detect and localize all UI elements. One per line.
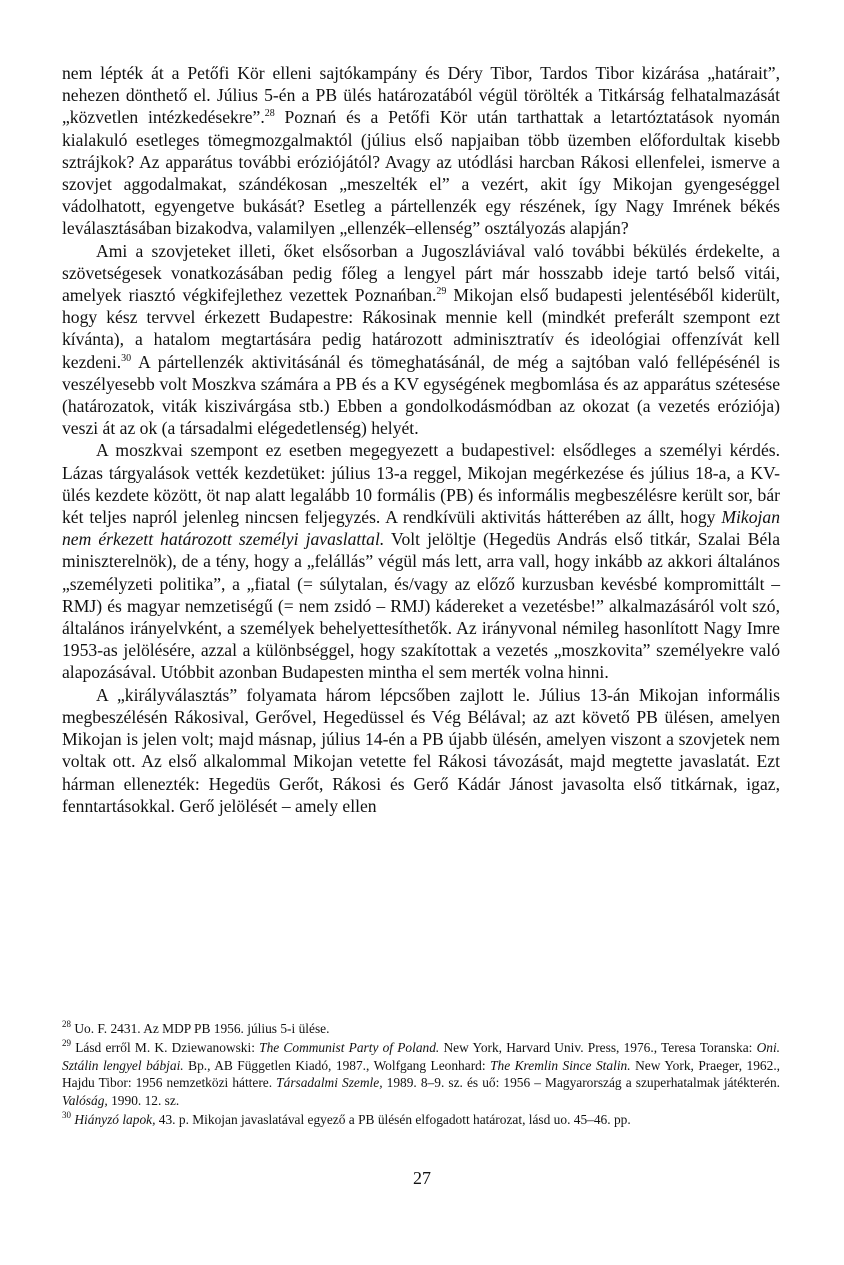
p3-text-2: Volt jelöltje (Hegedüs András első titkár, Szalai Béla miniszterelnök), de a tény, hogy a „felállás” végül más lett, arra vall, hogy inkább az akkori általános „személyzeti politika”, a „fiatal (= súlytalan, és/vagy az előző kurzusban kevésbé kompromittált – RMJ) és magyar nemzetiségű (= nem zsidó – RMJ) kádereket a vezetésbe!” alkalmazásáról volt szó, általános irányelvként, a személyek behelyettesíthetők. Az irányvonal némileg hasonlított Nagy Imre 1953-as jelölésére, azzal a különbséggel, hogy szakítottak a vezetés „moszkovita” személyekre való alapozásával. Utóbbit azonban Budapesten mintha el sem merték volna hinni. [62,529,780,683]
p2-text-2: Mikojan első budapesti jelentéséből kiderült, hogy kész tervvel érkezett Budapestre: Rákosinak mennie kell (mindkét preferált szempont ezt kívánta), a hatalom megtartására pedig határozott adminisztratív és ideológiai offenzívát kell kezdeni. [62,285,780,372]
footnote-text: New York, Harvard Univ. Press, 1976., Teresa Toranska: [439,1039,757,1055]
p1-text-1: nem lépték át a Petőfi Kör elleni sajtókampány és Déry Tibor, Tardos Tibor kizárása „határait”, nehezen dönthető el. Július 5-én a PB ülés határozatából végül törölték a Titkárság felhatalmazását „közvetlen intézkedésekre”. [62,63,780,128]
footnote-28 [62,1020,780,1038]
footnote-30 [62,1111,780,1129]
p2-text-1: Ami a szovjeteket illeti, őket elsősorban a Jugoszláviával való további békülés érdekelte, a szövetségesek vonatkozásában pedig főleg a lengyel párt már hosszabb ideje tartó belső vitái, amelyek riasztó végkifejlethez vezettek Poznańban. [62,240,780,306]
footnote-number: 28 [62,1019,71,1029]
footnote-number: 30 [62,1109,71,1120]
footnote-title: The Kremlin Since Stalin. [490,1057,631,1073]
paragraph-1 [62,62,780,240]
footnote-text: Lásd erről M. K. Dziewanowski: [71,1039,260,1055]
footnote-title: Oni. Sztálin lengyel bábjai. [62,1039,781,1073]
footnote-29 [62,1039,780,1110]
footnote-title: The Communist Party of Poland. [259,1039,440,1055]
footnote-title: Hiányzó lapok, [74,1111,156,1127]
paragraph-4 [62,684,780,817]
p4-text-1: A „királyválasztás” folyamata három lépcsőben zajlott le. Július 13-án Mikojan informális megbeszélésén Rákosival, Gerővel, Hegedüssel és Vég Bélával; az azt követő PB ülésen, amelyen Mikojan is jelen volt; majd másnap, július 14-én a PB újabb ülésén, amelyen viszont a szovjetek nem voltak ott. Az első alkalommal Mikojan vetette fel Rákosi távozását, majd megtette javaslatát. Ezt hárman ellenezték: Hegedüs Gerőt, Rákosi és Gerő Kádár Jánost javasolta első titkárnak, igaz, fenntartásokkal. Gerő jelölését – amely ellen [62,684,780,816]
footnote-text: 1990. 12. sz. [107,1093,180,1109]
footnotes [62,1020,780,1130]
p3-text-1: A moszkvai szempont ez esetben megegyezett a budapestivel: elsődleges a személyi kérdés. Lázas tárgyalások vették kezdetüket: július 13-a reggel, Mikojan megérkezése és július 18-a, a KV-ülés kezdete között, öt nap alatt legalább 10 formális (PB) és informális megbeszélésre került sor, bár két teljes napról jelenleg nincsen feljegyzés. A rendkívüli aktivitás hátterében az állt, hogy [62,440,780,528]
footnote-ref-30[interactable]: 30 [121,352,132,364]
footnote-title: Valóság, [62,1093,108,1109]
p3-emphasis: Mikojan nem érkezett határozott személyi javaslattal. [62,507,780,550]
footnote-ref-28[interactable]: 28 [264,108,275,120]
footnote-text: Uo. F. 2431. Az MDP PB 1956. július 5-i ülése. [71,1021,330,1036]
footnote-text: 1989. 8–9. sz. és uő: 1956 – Magyarország a szuperhatalmak játékterén. [382,1075,780,1091]
footnote-number: 29 [62,1037,71,1048]
footnote-text: New York, Praeger, 1962., Hajdu Tibor: 1956 nemzetközi háttere. [62,1057,781,1091]
footnote-ref-29[interactable]: 29 [436,286,447,298]
p2-text-3: A pártellenzék aktivitásánál és tömeghatásánál, de még a sajtóban való fellépésénél is veszélyesebb volt Moszkva számára a PB és a KV egységének megbomlása és az apparátus szétesése (határozatok, viták kiszivárgása stb.) Ebben a gondolkodásmódban az okozat (a vezetés eróziója) veszi át az ok (a társadalmi elégedetlenség) helyét. [62,351,780,439]
main-text [62,62,780,817]
footnote-text: Bp., AB Független Kiadó, 1987., Wolfgang Leonhard: [183,1057,491,1073]
footnote-text: 43. p. Mikojan javaslatával egyező a PB ülésén elfogadott határozat, lásd uo. 45–46. pp. [155,1111,631,1127]
p1-text-2: Poznań és a Petőfi Kör után tarthattak a letartóztatások nyomán kialakuló esetleges tömegmozgalmaktól (július első napjaiban több üzemben előfordultak kisebb sztrájkok? Az apparátus további eróziójától? Avagy az utódlási harcban Rákosi ellenfelei, ismerve a szovjet aggodalmakat, szándékosan „meszelték el” a vezért, akit így Mikojan gyengeséggel vádolhatott, egyengetve bukását? Esetleg a pártellenzék egy részének, így Nagy Imrének békés leválasztásában bizakodva, valamilyen „ellenzék–ellenség” osztályozás alapján? [62,107,780,239]
paragraph-2 [62,240,780,440]
paragraph-3 [62,439,780,683]
footnote-title: Társadalmi Szemle, [276,1075,383,1091]
page-number: 27 [413,1168,431,1188]
